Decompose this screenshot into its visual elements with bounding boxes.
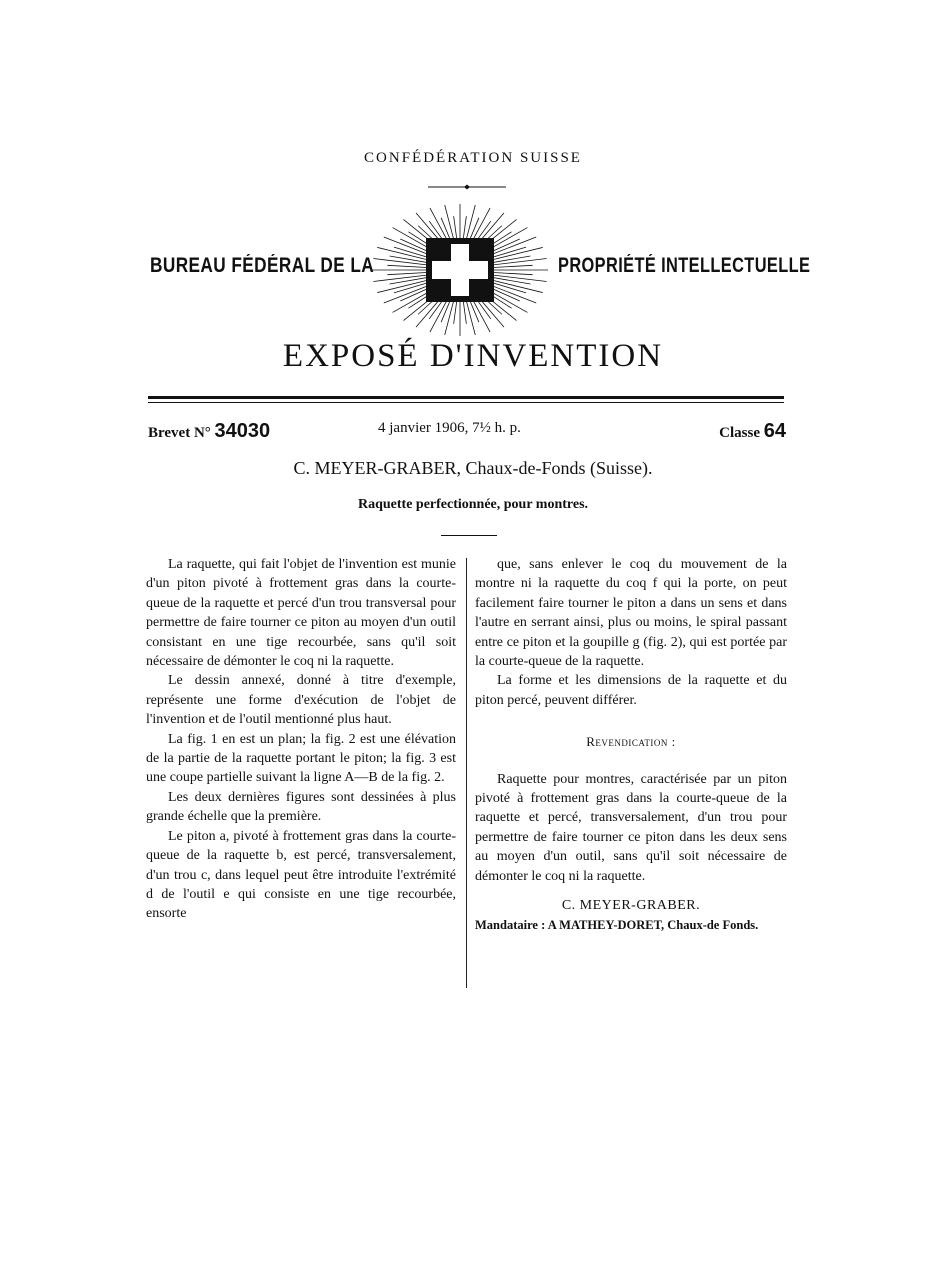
- ornament-divider: [428, 184, 506, 190]
- paragraph: La raquette, qui fait l'objet de l'invention est munie d'un piton pivoté à frottement gras dans la courte-queue de la raquette et percé d'un trou transversal pour permettre de faire tourner ce piton au moyen d'un outil consistant en une tige recourbée, sans qu'il soit nécessaire de démonter le coq ni la raquette.: [146, 557, 456, 670]
- invention-subject: Raquette perfectionnée, pour montres.: [357, 497, 589, 512]
- paragraph: que, sans enlever le coq du mouvement de la montre ni la raquette du coq f qui la porte, on peut facilement faire tourner le piton a dans un sens et dans l'autre en serrant ainsi, plus ou moins, le spiral passant entre ce piton et la goupille g (fig. 2), qui est portée par la courte-queue de la raquette.: [475, 557, 787, 670]
- paragraph: La fig. 1 en est un plan; la fig. 2 est une élévation de la partie de la raquette portant le piton; la fig. 3 est une coupe partielle suivant la ligne A—B de la fig. 2.: [146, 731, 456, 786]
- paragraph: La forme et les dimensions de la raquette et du piton percé, peuvent différer.: [475, 673, 787, 708]
- claim-heading: Revendication :: [586, 734, 676, 750]
- brevet-number: [148, 420, 270, 444]
- body-column-right: [475, 555, 787, 935]
- column-divider: [466, 558, 467, 988]
- classe-value: 64: [763, 420, 786, 442]
- bureau-heading-right: PROPRIÉTÉ INTELLECTUELLE: [558, 254, 811, 277]
- swiss-cross-starburst-icon: [370, 203, 550, 343]
- filing-date: 4 janvier 1906, 7½ h. p.: [378, 420, 521, 436]
- claim-text: Raquette pour montres, caractérisée par un piton pivoté à frottement gras dans la courte-queue de la raquette et percé, transversalement, d'un trou pour permettre de faire tourner ce piton dans les deux sens au moyen d'un outil, sans qu'il soit nécessaire de démonter le coq ni la raquette.: [475, 771, 787, 884]
- bureau-heading-left: BUREAU FÉDÉRAL DE LA: [150, 254, 375, 277]
- mandataire-value: A MATHEY-DORET, Chaux-de Fonds.: [547, 917, 759, 932]
- document-title: EXPOSÉ D'INVENTION: [282, 338, 664, 374]
- confederation-heading: CONFÉDÉRATION SUISSE: [364, 150, 582, 166]
- mandataire-label: Mandataire :: [475, 917, 546, 932]
- signature: C. MEYER-GRABER.: [561, 898, 701, 914]
- subject-rule: [441, 535, 497, 536]
- mandataire-line: [475, 916, 787, 935]
- paragraph: Le piton a, pivoté à frottement gras dans la courte-queue de la raquette b, est percé, transversalement, d'un trou c, dans lequel peut être introduite l'extrémité d de l'outil e qui consiste en une tige recourbée, ensorte: [146, 828, 456, 922]
- inventor-line: C. MEYER-GRABER, Chaux-de-Fonds (Suisse).: [293, 458, 653, 478]
- brevet-value: 34030: [214, 420, 271, 442]
- brevet-label: Brevet N°: [148, 425, 211, 441]
- patent-class: [719, 420, 786, 444]
- title-rule-thick: [148, 396, 784, 399]
- classe-label: Classe: [719, 425, 760, 441]
- title-rule-thin: [148, 402, 784, 403]
- paragraph: Le dessin annexé, donné à titre d'exemple, représente une forme d'exécution de l'objet de l'invention et de l'outil mentionné plus haut.: [146, 673, 456, 728]
- paragraph: Les deux dernières figures sont dessinées à plus grande échelle que la première.: [146, 789, 456, 825]
- body-column-left: [146, 555, 456, 924]
